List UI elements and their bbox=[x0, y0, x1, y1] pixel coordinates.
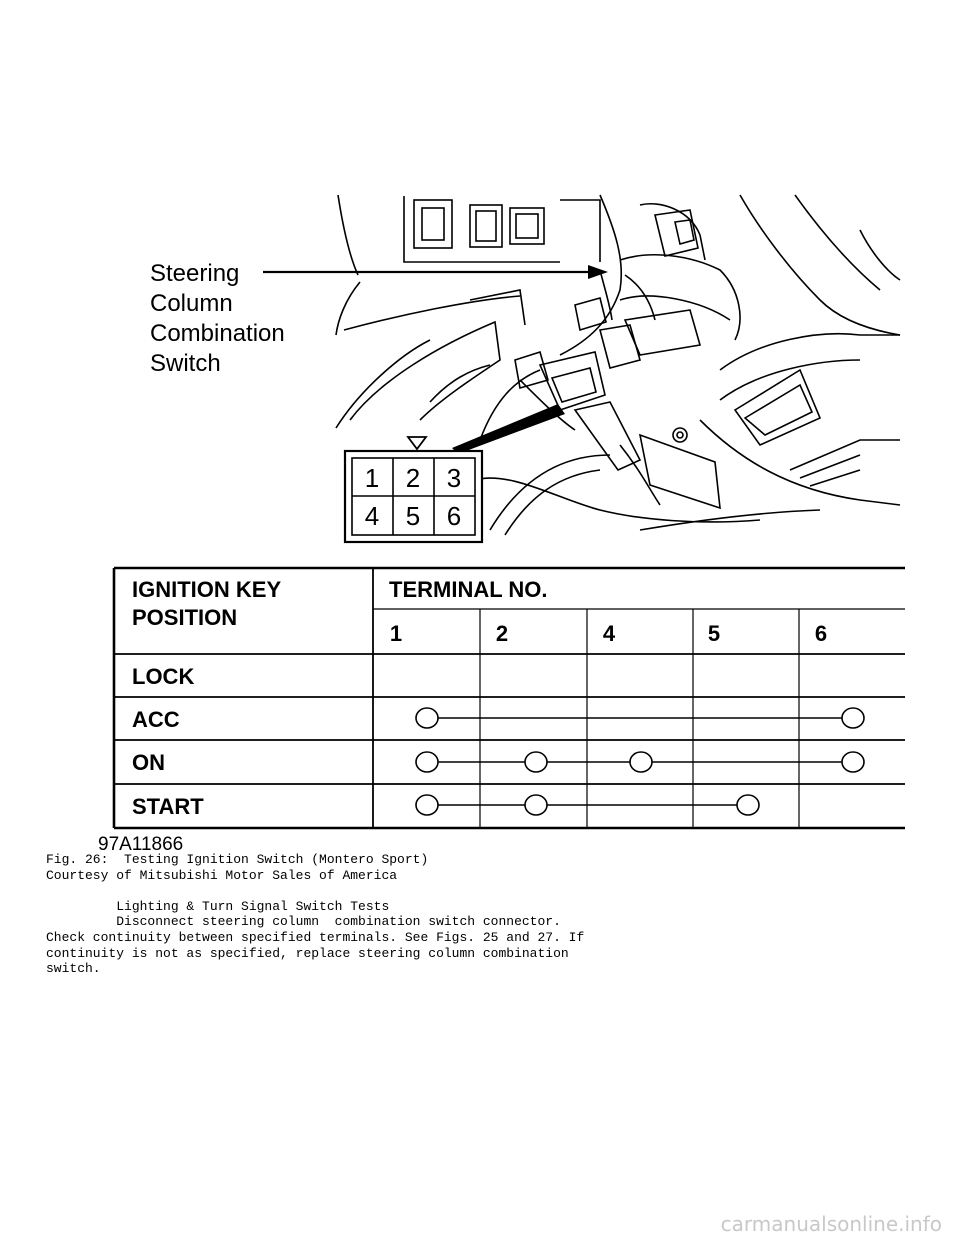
watermark: carmanualsonline.info bbox=[720, 1212, 942, 1236]
continuity-circle-acc-t1 bbox=[416, 708, 438, 728]
connector-cell-5: 5 bbox=[405, 501, 421, 531]
connector-diagram bbox=[345, 404, 565, 542]
connector-cell-6: 6 bbox=[446, 501, 462, 531]
body-line: switch. bbox=[46, 961, 101, 977]
continuity-circle-on-t6 bbox=[842, 752, 864, 772]
section-heading: Lighting & Turn Signal Switch Tests bbox=[46, 898, 390, 914]
callout-line-1: Steering bbox=[150, 260, 240, 287]
callout-label bbox=[150, 260, 285, 377]
document-text bbox=[46, 852, 584, 977]
continuity-circle-on-t4 bbox=[630, 752, 652, 772]
header-terminal-no: TERMINAL NO. bbox=[389, 577, 548, 602]
body-line: Check continuity between specified terminals. See Figs. 25 and 27. If bbox=[46, 929, 585, 945]
connector-cell-4: 4 bbox=[364, 501, 380, 531]
connector-key-marker bbox=[408, 437, 426, 449]
callout-line-3: Combination bbox=[150, 320, 285, 347]
body-line: continuity is not as specified, replace steering column combination bbox=[46, 945, 569, 961]
callout-leader-arrow bbox=[263, 265, 608, 279]
continuity-circle-acc-t6 bbox=[842, 708, 864, 728]
terminal-header-5: 5 bbox=[707, 621, 721, 646]
row-label-on: ON bbox=[132, 750, 165, 775]
connector-cell-2: 2 bbox=[405, 463, 421, 493]
row-label-start: START bbox=[132, 794, 204, 819]
continuity-circle-on-t2 bbox=[525, 752, 547, 772]
callout-line-4: Switch bbox=[150, 350, 221, 377]
callout-line-2: Column bbox=[150, 290, 233, 317]
connector-cell-1: 1 bbox=[364, 463, 380, 493]
row-label-acc: ACC bbox=[132, 707, 180, 732]
continuity-circle-start-t2 bbox=[525, 795, 547, 815]
figure-credit-line: Courtesy of Mitsubishi Motor Sales of America bbox=[46, 867, 398, 883]
header-ignition-key: IGNITION KEY bbox=[132, 577, 282, 602]
connector-leader bbox=[452, 404, 565, 454]
terminal-header-2: 2 bbox=[495, 621, 509, 646]
continuity-marks bbox=[416, 708, 864, 815]
terminal-header-1: 1 bbox=[389, 621, 403, 646]
continuity-circle-on-t1 bbox=[416, 752, 438, 772]
connector-cell-3: 3 bbox=[446, 463, 462, 493]
header-position: POSITION bbox=[132, 605, 238, 630]
terminal-header-6: 6 bbox=[814, 621, 828, 646]
body-line: Disconnect steering column combination switch connector. bbox=[46, 914, 561, 930]
continuity-circle-start-t1 bbox=[416, 795, 438, 815]
row-label-lock: LOCK bbox=[132, 664, 195, 689]
figure-code: 97A11866 bbox=[98, 834, 184, 850]
terminal-header-4: 4 bbox=[602, 621, 616, 646]
continuity-circle-start-t5 bbox=[737, 795, 759, 815]
figure-caption-line: Fig. 26: Testing Ignition Switch (Montero Sport) bbox=[46, 852, 429, 867]
continuity-table bbox=[114, 568, 905, 828]
